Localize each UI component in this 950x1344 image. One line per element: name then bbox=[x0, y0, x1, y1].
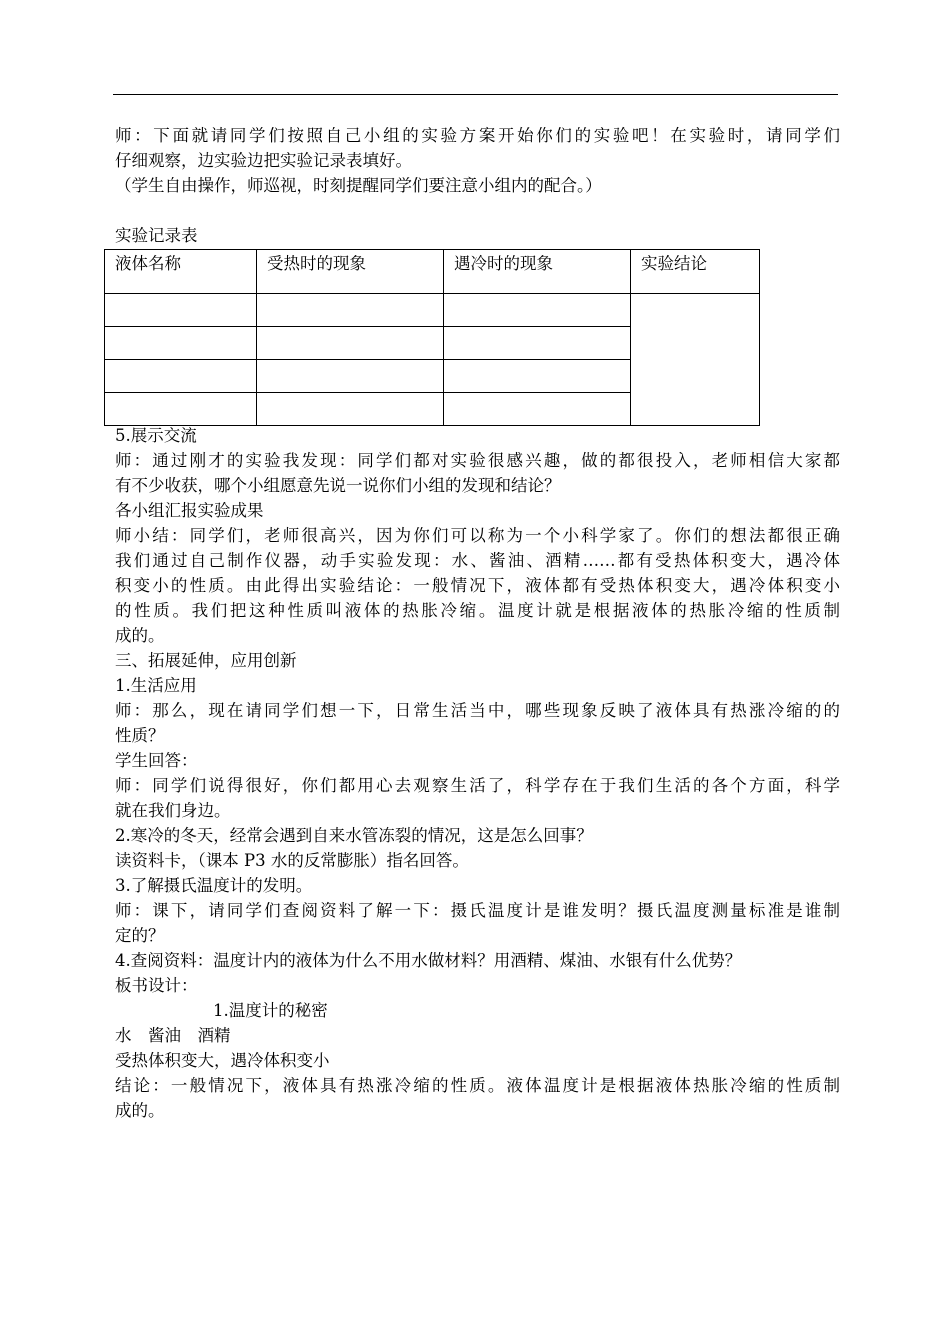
table-cell bbox=[257, 327, 444, 360]
table-cell bbox=[257, 393, 444, 426]
body-line: 各小组汇报实验成果 bbox=[115, 501, 264, 520]
body-line: 1.生活应用 bbox=[115, 676, 197, 695]
body-line: 板书设计： bbox=[115, 976, 198, 995]
table-cell bbox=[444, 294, 631, 327]
header-rule bbox=[113, 94, 838, 95]
body-line: 4.查阅资料：温度计内的液体为什么不用水做材料？用酒精、煤油、水银有什么优势？ bbox=[115, 951, 742, 970]
board-liquids: 水 酱油 酒精 bbox=[115, 1026, 231, 1045]
table-cell bbox=[105, 360, 257, 393]
body-line: 就在我们身边。 bbox=[115, 801, 231, 820]
body-line: 的性质。我们把这种性质叫液体的热胀冷缩。温度计就是根据液体的热胀冷缩的性质制 bbox=[115, 601, 840, 620]
section-3-heading: 三、拓展延伸，应用创新 bbox=[115, 651, 297, 670]
table-cell bbox=[105, 294, 257, 327]
table-cell bbox=[444, 327, 631, 360]
intro-line-1: 师：下面就请同学们按照自己小组的实验方案开始你们的实验吧！在实验时，请同学们 bbox=[115, 126, 840, 145]
table-cell bbox=[444, 393, 631, 426]
body-line: 有不少收获，哪个小组愿意先说一说你们小组的发现和结论？ bbox=[115, 476, 561, 495]
body-line: 师：课下，请同学们查阅资料了解一下：摄氏温度计是谁发明？摄氏温度测量标准是谁制 bbox=[115, 901, 840, 920]
body-line: 师：那么，现在请同学们想一下，日常生活当中，哪些现象反映了液体具有热涨冷缩的的 bbox=[115, 701, 840, 720]
body-line: 2.寒冷的冬天，经常会遇到自来水管冻裂的情况，这是怎么回事？ bbox=[115, 826, 593, 845]
section-5-heading: 5.展示交流 bbox=[115, 426, 197, 445]
conclusion-cell bbox=[631, 294, 760, 426]
table-cell bbox=[105, 393, 257, 426]
header-liquid-name: 液体名称 bbox=[105, 250, 257, 294]
header-cooled: 遇冷时的现象 bbox=[444, 250, 631, 294]
table-caption: 实验记录表 bbox=[115, 226, 198, 245]
table-header-row bbox=[105, 250, 760, 294]
body-line: 性质？ bbox=[115, 726, 165, 745]
body-line: 师：同学们说得很好，你们都用心去观察生活了，科学存在于我们生活的各个方面，科学 bbox=[115, 776, 840, 795]
body-line: 成的。 bbox=[115, 626, 165, 645]
table-cell bbox=[444, 360, 631, 393]
table-row bbox=[105, 294, 760, 327]
table-cell bbox=[257, 294, 444, 327]
board-conclusion-line-2: 成的。 bbox=[115, 1101, 165, 1120]
board-conclusion-line-1: 结论：一般情况下，液体具有热涨冷缩的性质。液体温度计是根据液体热胀冷缩的性质制 bbox=[115, 1076, 840, 1095]
intro-line-3: （学生自由操作，师巡视，时刻提醒同学们要注意小组内的配合。） bbox=[115, 176, 602, 195]
body-line: 积变小的性质。由此得出实验结论：一般情况下，液体都有受热体积变大，遇冷体积变小 bbox=[115, 576, 840, 595]
body-line: 定的？ bbox=[115, 926, 165, 945]
body-line: 师：通过刚才的实验我发现：同学们都对实验很感兴趣，做的都很投入，老师相信大家都 bbox=[115, 451, 840, 470]
body-line: 读资料卡，（课本 P3 水的反常膨胀）指名回答。 bbox=[115, 851, 469, 870]
body-line: 师小结：同学们，老师很高兴，因为你们可以称为一个小科学家了。你们的想法都很正确 bbox=[115, 526, 840, 545]
body-line: 我们通过自己制作仪器，动手实验发现：水、酱油、酒精……都有受热体积变大，遇冷体 bbox=[115, 551, 840, 570]
table-cell bbox=[257, 360, 444, 393]
board-property: 受热体积变大，遇冷体积变小 bbox=[115, 1051, 330, 1070]
header-heated: 受热时的现象 bbox=[257, 250, 444, 294]
intro-line-2: 仔细观察，边实验边把实验记录表填好。 bbox=[115, 151, 412, 170]
body-line: 学生回答： bbox=[115, 751, 198, 770]
body-line: 3.了解摄氏温度计的发明。 bbox=[115, 876, 313, 895]
table-cell bbox=[105, 327, 257, 360]
board-title: 1.温度计的秘密 bbox=[213, 1001, 328, 1020]
header-conclusion: 实验结论 bbox=[631, 250, 760, 294]
experiment-record-table bbox=[104, 249, 760, 426]
